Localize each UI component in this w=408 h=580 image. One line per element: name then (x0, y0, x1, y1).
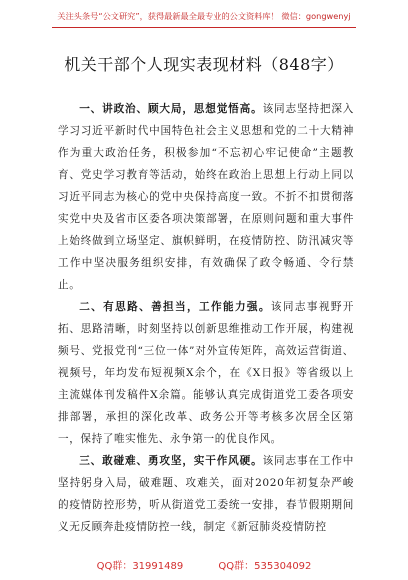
document-title: 机关干部个人现实表现材料（848字） (64, 55, 344, 74)
paragraph-1 (58, 98, 354, 296)
paragraph-heading: 二、有思路、善担当，工作能力强。 (79, 301, 271, 313)
paragraph-heading: 三、敢碰难、勇攻坚，实干作风硬。 (79, 455, 263, 467)
header-divider (52, 27, 356, 28)
document-body (58, 98, 354, 538)
footer (0, 560, 408, 574)
footer-qq-group-1: QQ群：31991489 (96, 561, 184, 572)
paragraph-3 (58, 450, 354, 538)
footer-qq-group-2: QQ群：535304092 (218, 561, 312, 572)
paragraph-heading: 一、讲政治、顾大局，思想觉悟高。 (79, 103, 263, 115)
paragraph-text: 该同志事视野开拓、思路清晰，时刻坚持以创新思维推动工作开展，构建视频号、党报党刊“三位一体”对外宣传矩阵，高效运营街道、视频号，年均发布短视频X余个，在《X日报》等省级以上主流媒体刊发稿件X余篇。能够认真完成街道党工委各项安排部署，承担的深化改革、政务公开等考核多次居全区第一，保持了唯实惟先、永争第一的优良作风。 (58, 301, 354, 445)
paragraph-text: 该同志事在工作中坚持躬身入局，破难题、攻难关，面对2020年初复杂严峻的疫情防控形势，听从街道党工委统一安排，春节假期期间义无反顾奔赴疫情防控一线，制定《新冠肺炎疫情防控 (58, 455, 354, 533)
header-banner: 关注头条号“公文研究”，获得最新最全最专业的公文资料库！ 微信：gongwenyj (57, 11, 351, 21)
paragraph-2 (58, 296, 354, 450)
paragraph-text: 该同志坚持把深入学习习近平新时代中国特色社会主义思想和党的二十大精神作为重大政治任务，积极参加“不忘初心牢记使命”主题教育、党史学习教育等活动，始终在政治上思想上行动上同以习近平同志为核心的党中央保持高度一致。不折不扣贯彻落实党中央及省市区委各项决策部署，在原则问题和重大事件上始终做到立场坚定、旗帜鲜明，在疫情防控、防汛减灾等工作中坚决服务组织安排，有效确保了政令畅通、令行禁止。 (58, 103, 354, 291)
